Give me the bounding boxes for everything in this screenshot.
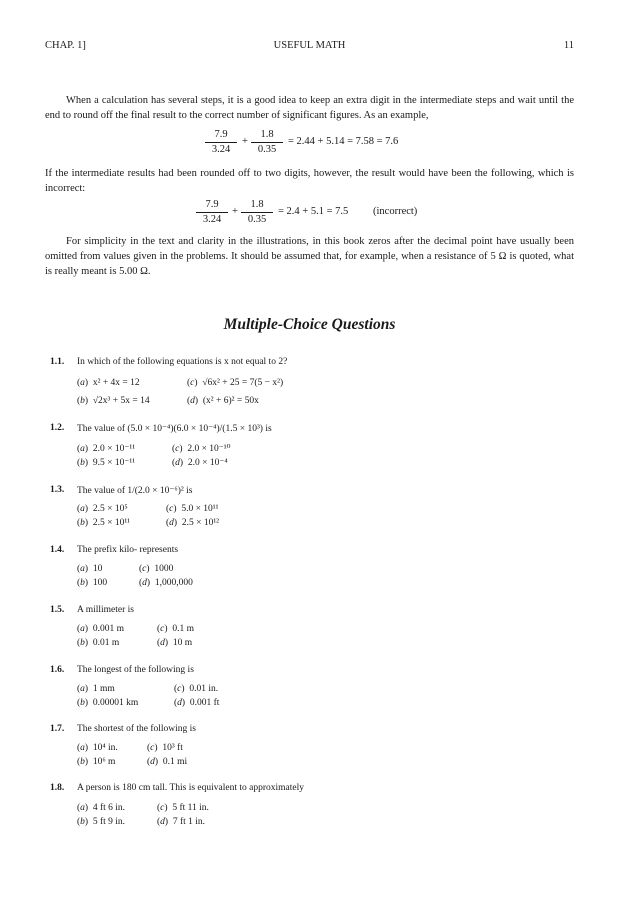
fraction-numerator: 1.8 <box>260 129 274 140</box>
option-c <box>174 684 218 694</box>
option-label: ( c ) <box>166 504 177 514</box>
question-number: 1.2. <box>50 423 65 433</box>
option-text: 0.01 in. <box>189 684 219 694</box>
option-label: ( a ) <box>77 504 88 514</box>
question-number: 1.7. <box>50 724 65 734</box>
option-label: ( c ) <box>139 564 150 574</box>
option-label: ( d ) <box>187 396 198 406</box>
option-text: 4 ft 6 in. <box>92 803 126 813</box>
option-label: ( d ) <box>139 578 150 588</box>
option-c <box>139 564 173 574</box>
option-label: ( b ) <box>77 638 88 648</box>
option-label: ( d ) <box>157 817 168 827</box>
option-text: √2x³ + 5x = 14 <box>92 396 150 406</box>
question-text: A person is 180 cm tall. This is equivalent to approximately <box>77 783 304 793</box>
option-c <box>157 624 194 634</box>
option-b <box>77 518 130 528</box>
option-label: ( a ) <box>77 444 88 454</box>
option-b <box>77 396 150 406</box>
question-text: The prefix kilo- represents <box>77 545 179 555</box>
option-text: 10⁴ in. <box>92 743 118 753</box>
equation-result: = 2.44 + 5.14 = 7.58 = 7.6 <box>288 136 399 147</box>
option-text: 2.0 × 10⁻⁴ <box>187 458 228 468</box>
option-d <box>187 396 259 406</box>
option-text: 0.1 mi <box>162 757 188 767</box>
option-text: 2.5 × 10⁵ <box>92 504 128 514</box>
option-label: ( c ) <box>157 624 168 634</box>
option-a <box>77 803 125 813</box>
option-b <box>77 698 138 708</box>
question-text: The longest of the following is <box>77 665 194 675</box>
option-label: ( b ) <box>77 698 88 708</box>
option-text: 1,000,000 <box>154 578 193 588</box>
question-text: In which of the following equations is x not equal to 2? <box>77 357 288 367</box>
option-d <box>139 578 193 588</box>
option-text: 0.1 m <box>172 624 194 634</box>
option-text: 100 <box>92 578 108 588</box>
option-c <box>187 378 283 388</box>
fraction-denominator: 3.24 <box>202 214 222 225</box>
option-a <box>77 564 102 574</box>
intro-paragraph-3: For simplicity in the text and clarity in the illustrations, in this book zeros after the decimal point have usually been omitted from values given in the problems. It should be assumed that, for example, when a resistance of 5 Ω is quoted, what is really meant is 5.00 Ω. <box>45 236 574 277</box>
equation-incorrect <box>195 198 435 230</box>
option-label: ( b ) <box>77 578 88 588</box>
option-d <box>157 638 192 648</box>
plus-sign: + <box>232 206 238 217</box>
option-label: ( b ) <box>77 757 88 767</box>
fraction-numerator: 1.8 <box>250 199 264 210</box>
option-label: ( c ) <box>187 378 198 388</box>
equation-correct <box>204 128 434 160</box>
option-c <box>172 443 230 454</box>
question-number: 1.6. <box>50 665 65 675</box>
option-c <box>157 803 209 813</box>
option-label: ( a ) <box>77 803 88 813</box>
equation-result: = 2.4 + 5.1 = 7.5 <box>278 206 349 217</box>
option-label: ( a ) <box>77 684 88 694</box>
option-label: ( b ) <box>77 817 88 827</box>
option-text: 10³ ft <box>162 743 183 753</box>
option-label: ( a ) <box>77 564 88 574</box>
option-text: 10 m <box>172 638 193 648</box>
fraction-2 <box>240 198 274 227</box>
page-number: 11 <box>563 40 574 51</box>
option-label: ( b ) <box>77 458 88 468</box>
option-b <box>77 638 119 648</box>
option-label: ( d ) <box>172 458 183 468</box>
option-text: 2.5 × 10¹² <box>181 518 220 528</box>
option-text: (x² + 6)² = 50x <box>202 396 259 406</box>
option-text: 10 <box>92 564 103 574</box>
option-label: ( c ) <box>172 444 183 454</box>
option-text: 7 ft 1 in. <box>172 817 206 827</box>
option-text: 2.0 × 10⁻¹⁰ <box>187 444 231 454</box>
plus-sign: + <box>242 136 248 147</box>
fraction-2 <box>250 128 284 157</box>
fraction-numerator: 7.9 <box>214 129 228 140</box>
page-header <box>45 40 574 56</box>
fraction-numerator: 7.9 <box>205 199 219 210</box>
option-text: 10⁶ m <box>92 757 116 767</box>
fraction-denominator: 3.24 <box>211 144 231 155</box>
option-d <box>157 817 205 827</box>
option-b <box>77 578 107 588</box>
option-a <box>77 743 118 753</box>
option-d <box>147 757 187 767</box>
option-text: 0.01 m <box>92 638 120 648</box>
option-label: ( b ) <box>77 396 88 406</box>
option-b <box>77 817 125 827</box>
option-text: 2.0 × 10⁻¹¹ <box>92 444 136 454</box>
intro-paragraph-2: If the intermediate results had been rounded off to two digits, however, the result would have been the following, which is incorrect: <box>45 168 574 194</box>
question-number: 1.4. <box>50 545 65 555</box>
option-label: ( c ) <box>157 803 168 813</box>
option-text: 1000 <box>154 564 174 574</box>
question-text: The value of 1/(2.0 × 10⁻⁶)² is <box>77 486 193 496</box>
option-a <box>77 684 115 694</box>
option-c <box>147 743 183 753</box>
option-text: 0.001 ft <box>189 698 220 708</box>
option-d <box>174 698 219 708</box>
option-text: x² + 4x = 12 <box>92 378 140 388</box>
option-text: 5 ft 11 in. <box>172 803 209 813</box>
option-text: 0.001 m <box>92 624 124 634</box>
option-label: ( b ) <box>77 518 88 528</box>
question-number: 1.1. <box>50 357 65 367</box>
section-title: Multiple-Choice Questions <box>223 316 396 333</box>
option-text: 5.0 × 10¹¹ <box>181 504 219 514</box>
question-text: The value of (5.0 × 10⁻⁴)(6.0 × 10⁻⁴)/(1.5 × 10³) is <box>77 424 272 434</box>
option-label: ( d ) <box>147 757 158 767</box>
question-text: The shortest of the following is <box>77 724 196 734</box>
option-a <box>77 443 135 454</box>
option-label: ( a ) <box>77 743 88 753</box>
option-a <box>77 624 124 634</box>
fraction-1 <box>204 128 238 157</box>
question-number: 1.8. <box>50 783 65 793</box>
question-number: 1.3. <box>50 485 65 495</box>
fraction-1 <box>195 198 229 227</box>
option-label: ( c ) <box>174 684 185 694</box>
option-label: ( a ) <box>77 624 88 634</box>
chapter-label: CHAP. 1] <box>45 40 86 51</box>
option-text: 5 ft 9 in. <box>92 817 126 827</box>
intro-paragraph-1: When a calculation has several steps, it is a good idea to keep an extra digit in the intermediate steps and wait until the end to round off the final result to the correct number of significant figures. As an example, <box>45 95 574 121</box>
option-text: 2.5 × 10¹¹ <box>92 518 131 528</box>
option-a <box>77 504 128 514</box>
option-label: ( c ) <box>147 743 158 753</box>
question-text: A millimeter is <box>77 605 134 615</box>
option-b <box>77 457 135 468</box>
question-number: 1.5. <box>50 605 65 615</box>
option-label: ( d ) <box>174 698 185 708</box>
option-text: 9.5 × 10⁻¹¹ <box>92 458 136 468</box>
option-a <box>77 378 140 388</box>
option-d <box>172 457 228 468</box>
option-text: 1 mm <box>92 684 115 694</box>
option-text: 0.00001 km <box>92 698 139 708</box>
option-c <box>166 504 219 514</box>
option-label: ( d ) <box>166 518 177 528</box>
option-d <box>166 518 219 528</box>
option-b <box>77 757 115 767</box>
option-label: ( d ) <box>157 638 168 648</box>
option-text: √6x² + 25 = 7(5 − x²) <box>202 378 284 388</box>
fraction-denominator: 0.35 <box>247 214 267 225</box>
fraction-denominator: 0.35 <box>257 144 277 155</box>
option-label: ( a ) <box>77 378 88 388</box>
incorrect-note: (incorrect) <box>373 206 418 217</box>
running-title: USEFUL MATH <box>273 40 346 51</box>
